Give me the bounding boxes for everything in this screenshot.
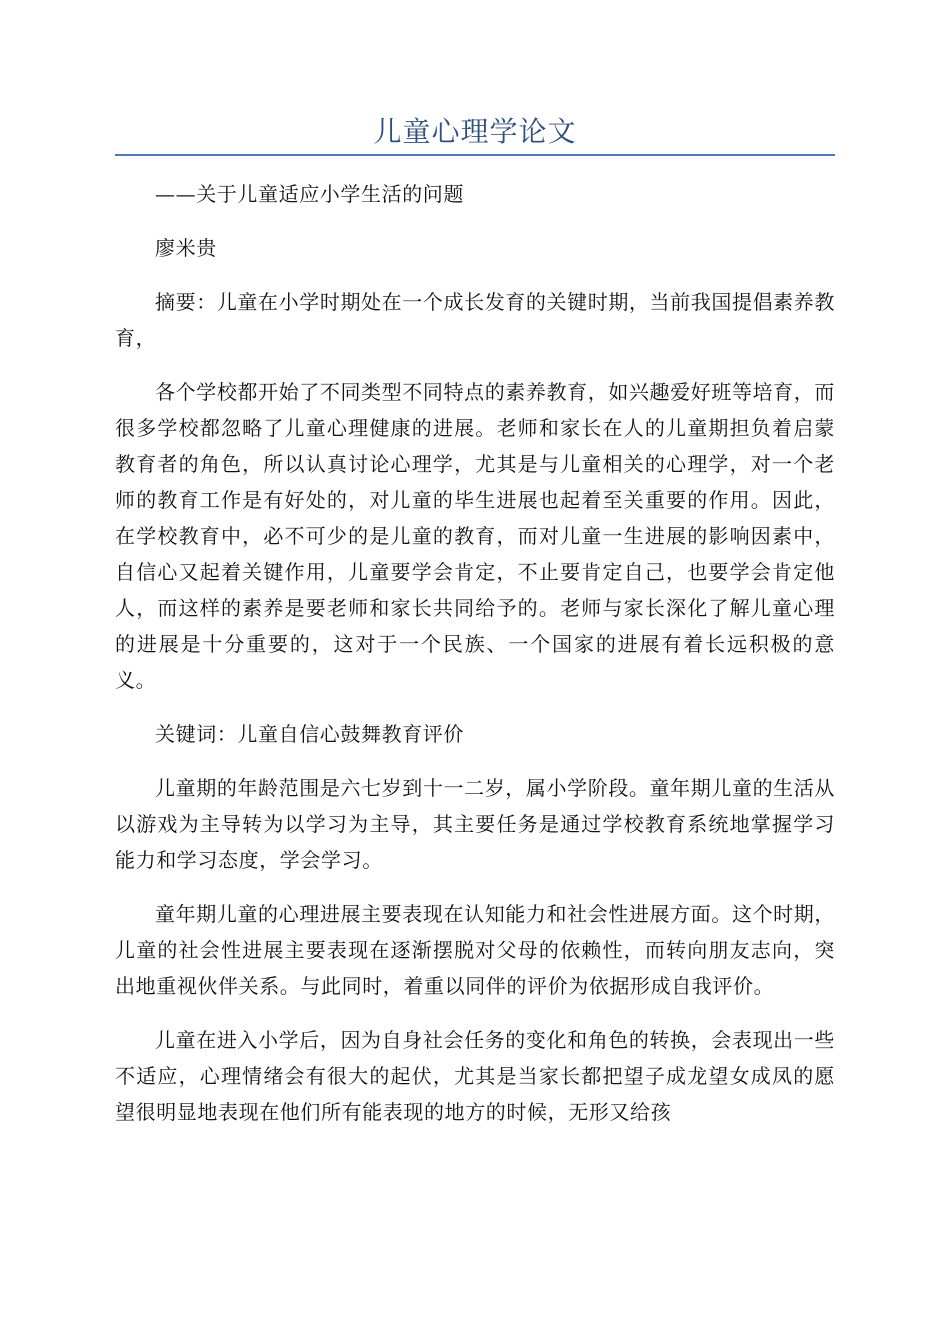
body-paragraph: 童年期儿童的心理进展主要表现在认知能力和社会性进展方面。这个时期，儿童的社会性进展主要表现在逐渐摆脱对父母的依赖性，而转向朋友志向，突出地重视伙伴关系。与此同时，着重以同伴的评价为依据形成自我评价。 xyxy=(115,902,835,998)
document-body xyxy=(115,176,835,1148)
subtitle: ——关于儿童适应小学生活的问题 xyxy=(155,182,464,206)
title-underline xyxy=(115,154,835,156)
author: 廖米贵 xyxy=(155,236,217,260)
body-paragraph: 各个学校都开始了不同类型不同特点的素养教育，如兴趣爱好班等培育，而很多学校都忽略了儿童心理健康的进展。老师和家长在人的儿童期担负着启蒙教育者的角色，所以认真讨论心理学，尤其是与儿童相关的心理学，对一个老师的教育工作是有好处的，对儿童的毕生进展也起着至关重要的作用。因此，在学校教育中，必不可少的是儿童的教育，而对儿童一生进展的影响因素中，自信心又起着关键作用，儿童要学会肯定，不止要肯定自己，也要学会肯定他人，而这样的素养是要老师和家长共同给予的。老师与家长深化了解儿童心理的进展是十分重要的，这对于一个民族、一个国家的进展有着长远积极的意义。 xyxy=(115,380,835,692)
document-title: 儿童心理学论文 xyxy=(373,115,577,148)
abstract-paragraph: 摘要：儿童在小学时期处在一个成长发育的关键时期，当前我国提倡素养教育， xyxy=(115,290,835,350)
keywords-paragraph: 关键词：儿童自信心鼓舞教育评价 xyxy=(155,722,464,746)
body-paragraph: 儿童期的年龄范围是六七岁到十一二岁，属小学阶段。童年期儿童的生活从以游戏为主导转为以学习为主导，其主要任务是通过学校教育系统地掌握学习能力和学习态度，学会学习。 xyxy=(115,776,835,872)
body-paragraph: 儿童在进入小学后，因为自身社会任务的变化和角色的转换，会表现出一些不适应，心理情绪会有很大的起伏，尤其是当家长都把望子成龙望女成凤的愿望很明显地表现在他们所有能表现的地方的时候，无形又给孩 xyxy=(115,1028,835,1124)
